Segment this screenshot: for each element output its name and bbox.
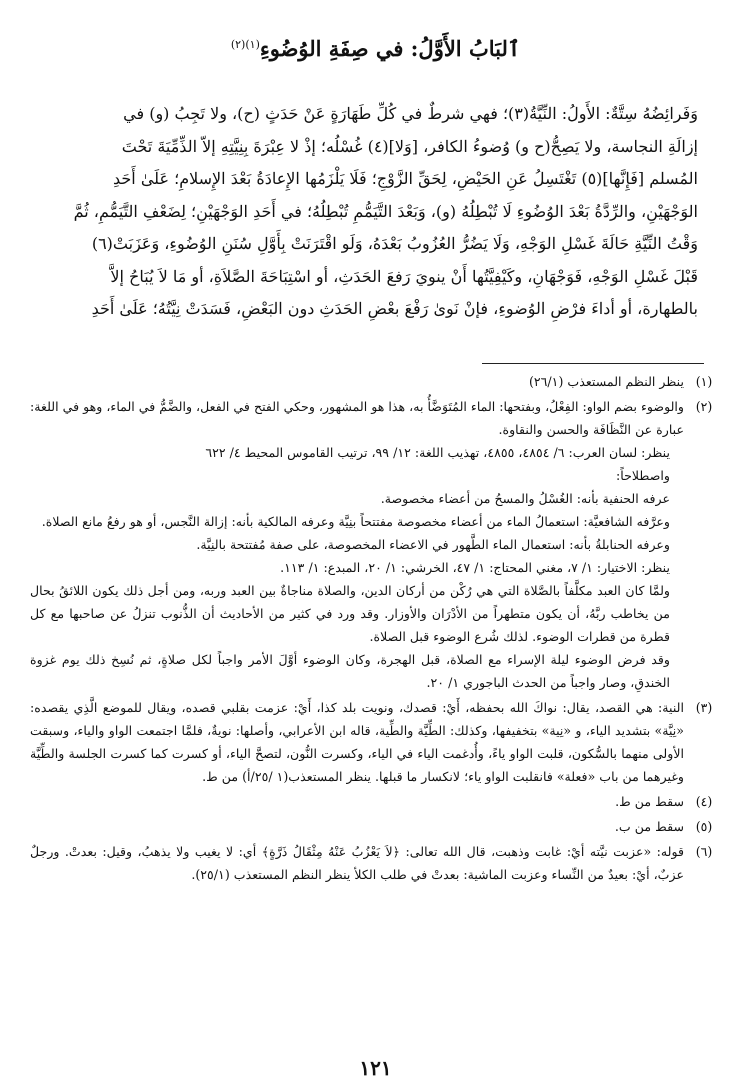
footnote-number: (٣) xyxy=(695,700,713,715)
footnote-body xyxy=(30,790,684,813)
footnote-paragraph: واصطلاحاً: xyxy=(616,468,670,483)
footnote-number: (١) xyxy=(695,374,713,389)
footnote xyxy=(30,815,724,838)
footnote-body xyxy=(30,840,684,886)
footnote-body xyxy=(30,815,684,838)
main-text xyxy=(58,98,698,326)
footnote-number: (٥) xyxy=(695,819,713,834)
footnote-paragraph: وقد فرض الوضوء ليلة الإسراء مع الصلاة، قبل الهجرة، وكان الوضوء أوَّلَ الأمر واجباً لكل صلاةٍ، ثم نُسِخ ذلك يوم غزوة الخندقِ، وصار واجباً من الحدث الباجوري ١/ ٢٠. xyxy=(30,652,670,690)
footnote-paragraph: ينظر النظم المستعذب (٢٦/١) xyxy=(528,374,684,389)
footnote xyxy=(30,840,724,886)
footnote-paragraph: سقط من ط. xyxy=(615,794,684,809)
footnote-paragraph: والوضوء بضم الواو: الفِعْلُ، وبفتحها: الماء المُتَوَضَّأُ به، هذا هو المشهور، وحكي الفتح في الفعل، والضَّمُّ في الماء، وهو في اللغة: عبارة عن النَّظَافَة والحسن والنقاوة. xyxy=(30,399,684,437)
footnote-body xyxy=(30,696,684,788)
text-line: بالطهارة، أو أداءَ فرْضِ الوُضوءِ، فإنْ نَوىٰ رَفْعَ بعْضِ الحَدَثِ دون البَعْضِ، فَسَدَتْ نِيَّتُهُ؛ عَلَىٰ أَحَدِ xyxy=(91,299,698,318)
footnote xyxy=(30,395,724,694)
footnotes xyxy=(30,370,724,888)
footnote-paragraph: سقط من ب. xyxy=(614,819,684,834)
footnote-number: (٢) xyxy=(695,399,713,414)
footnote xyxy=(30,696,724,788)
text-line: الوَجْهَيْنِ، والرِّدَّةُ بَعْدَ الوُضُوءِ لَا تُبْطِلُهُ (و)، وَبَعْدَ التَّيَمُّمِ تُبْطِلُهُ؛ في أَحَدِ الوَجْهَيْنِ؛ لِضَعْفِ التَّيَمُّمِ، ثُمَّ xyxy=(73,201,698,221)
footnote-body xyxy=(30,370,684,393)
footnote-number: (٤) xyxy=(695,794,713,809)
text-line: وَقْتُ النِّيَّةِ حَالَةَ غَسْلِ الوَجْهِ، وَلَا يَضُرُّ العُزُوبُ بَعْدَهُ، وَلَو اقْتَرَنَتْ بِأَوَّلِ سُنَنِ الوُضُوءِ، وَعَزَبَتْ(٦) xyxy=(91,234,698,253)
footnote-paragraph: وعرفه الحنابلةُ بأنه: استعمال الماء الطَّهور في الاعضاء المخصوصة، على صفة مُفتتحة بالنِيَّة. xyxy=(196,537,670,552)
text-line: قَبْلَ غَسْلِ الوَجْهِ، فَوَجْهَانِ، وكَيْفِيَّتُها أَنْ ينويَ رَفعَ الحَدَثِ، أو اسْتِبَاحَةَ الصَّلاَةِ، أو مَا لاَ يُبَاحُ إلاَّ xyxy=(110,266,698,286)
text-line: وَفَرائِضُهُ سِتَّةٌ: الأَولُ: النِّيَّةُ(٣)؛ فهي شرطٌ في كُلِّ طَهَارَةٍ عَنْ حَدَثٍ (ح)، ولا تَجِبُ (و) في xyxy=(123,104,698,123)
footnote-separator xyxy=(482,363,704,364)
footnote-paragraph: عرفه الحنفية بأنه: الغُسْلُ والمسحُ من أعضاء مخصوصة. xyxy=(380,491,670,506)
footnote-paragraph: النية: هي القصد، يقال: نواكَ الله بحفظه، أَيْ: قصدك، ونويت بلد كذا، أَيْ: عزمت بقلبي قصده، ويقال للموضع الَّذِي يقصده: «نِيَّة» بتشديد الياء، و «نِية» بتخفيفها، وكذلك: الطِّيَّة والطِّية، قاله ابن الأعرابي، وأصلها: نويةٌ، فلمَّا اجتمعت الواو والياء، وسبقت الأولى منهما بالسُّكون، قلبت الواو ياءً، وأُدغمت الياء في الياء، وكسرت النُّون، لتصحَّ الياء، أو كسرت كما كسرت الجلسة والطِّيَّة وغيرهما من باب «فعلة» فانقلبت الواو ياء؛ لانكسار ما قبلها. ينظر المستعذب(١ /٢٥/أ) من ط. xyxy=(30,700,684,784)
chapter-note-refs: (١)(٢) xyxy=(230,38,260,51)
text-line: المُسلم [فَإِنَّها](٥) تَغْتَسِلُ عَنِ الحَيْضِ، لِحَقِّ الزَّوْجِ؛ فَلَا يَلْزَمُها الإِعادَةُ بَعْدَ الإِسلامِ؛ عَلَىٰ أَحَدِ xyxy=(113,169,698,188)
chapter-title-text: ٱلبَابُ الأَوَّلُ: في صِفَةِ الوُضُوءِ xyxy=(259,36,521,61)
page-number: ١٢١ xyxy=(359,1056,392,1080)
footnote-paragraph: ولمَّا كان العبد مكلَّفاً بالصَّلاة التي هي رُكْن من أركان الدين، والصلاة مناجاةٌ بين العبد وربه، ومن أجل ذلك يكون اللائقُ بحال من يخاطب ربَّهُ، أن يكون متطهراً من الأدْرَان والأوزار. وقد ورد في كثير من الأحاديث أن الذُّنوب تنزلُ عن صاحبها مع كل قطرة من قطرات الوضوء. لذلك شُرع الوضوء قبل الصلاة. xyxy=(30,583,670,644)
footnote-paragraph: قوله: «عزبت نيَّته أيْ: غابت وذهبت، قال الله تعالى: ﴿لاَ يَعْزُبُ عَنْهُ مِثْقَالُ ذَرَّةٍ﴾ أي: لا يغيب ولا يذهبُ، وقيل: بعدتْ. ورجلٌ عزبٌ، أيْ: بعيدٌ من النِّساء وعزبت الماشية: بعدتْ في طلب الكلأ ينظر النظم المستعذب (٢٥/١). xyxy=(30,844,684,882)
text-line: إزالَةِ النجاسة، ولا يَصِحُّ(ح و) وُضوءُ الكافر، [وَلا](٤) غُسْلُه؛ إذْ لا عِبْرَةَ بِنِيَّتِهِ إلاّ الذِّمِّيَةَ تَحْتَ xyxy=(121,136,698,156)
footnote-number: (٦) xyxy=(695,844,713,859)
footnote xyxy=(30,790,724,813)
footnote-paragraph: ينظر: لسان العرب: ٦/ ٤٨٥٤، ٤٨٥٥، تهذيب اللغة: ١٢/ ٩٩، ترتيب القاموس المحيط ٤/ ٦٢٢ xyxy=(205,445,670,460)
footnote xyxy=(30,370,724,393)
footnote-paragraph: وعرَّفه الشافعيَّة: استعمالُ الماء من أعضاء مخصوصة مفتتحاً بنِيَّة وعرفه المالكية بأنه: إزالة النَّجس، أو هو رفعُ مانع الصلاة. xyxy=(41,514,670,529)
chapter-title xyxy=(0,36,751,61)
footnote-paragraph: ينظر: الاختيار: ١/ ٧، مغني المحتاج: ١/ ٤٧، الخرشي: ١/ ٢٠، المبدع: ١/ ١١٣. xyxy=(280,560,670,575)
footnote-body xyxy=(30,395,684,694)
